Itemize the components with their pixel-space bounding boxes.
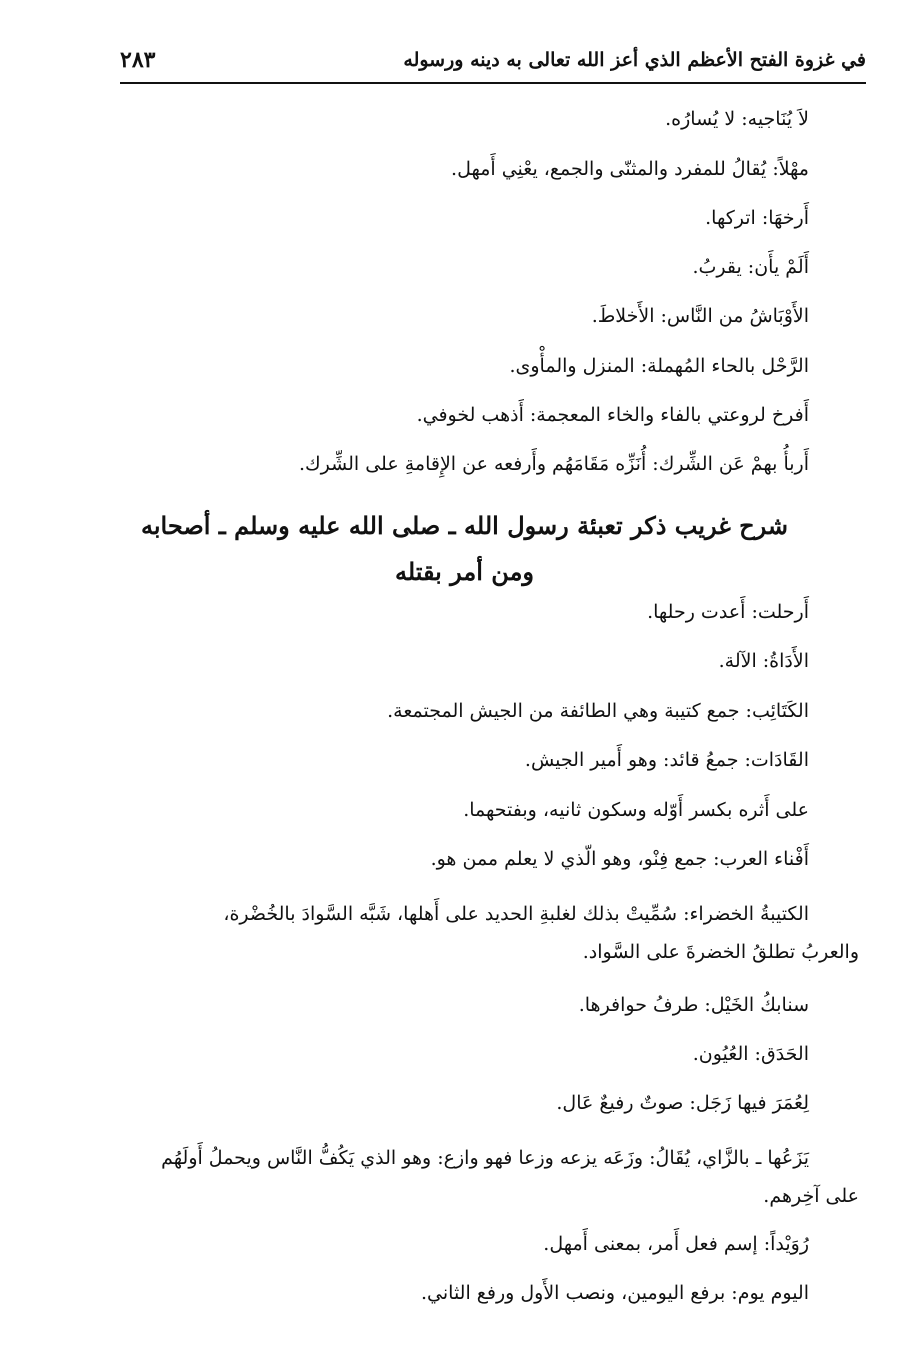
gloss-entry: لِعُمَرَ فيها زَجَل: صوتٌ رفيعٌ عَال. (556, 1092, 809, 1114)
gloss-entry-multiline (109, 1139, 859, 1215)
running-header (120, 38, 866, 84)
gloss-entry-multiline (109, 895, 859, 971)
gloss-line-continuation: على آخِرهم. (763, 1185, 859, 1207)
section-heading-line: شرح غريب ذكر تعبئة رسول الله ـ صلى الله عليه وسلم ـ أصحابه (140, 511, 788, 540)
gloss-entry: سنابكُ الخَيْل: طرفُ حوافرها. (578, 994, 809, 1016)
gloss-entry: الكَتَائِب: جمع كتيبة وهي الطائفة من الجيش المجتمعة. (387, 700, 809, 722)
gloss-entry: أَرخهَا: اتركها. (705, 207, 809, 229)
gloss-entry: الحَدَق: العُيُون. (692, 1043, 809, 1065)
gloss-entry: أَربأُ بهمْ عَن الشِّرك: أُنَزِّه مَقَامَهُم وأَرفعه عن الإِقامةِ على الشِّرك. (298, 453, 809, 475)
running-title: في غزوة الفتح الأعظم الذي أعز الله تعالى به دينه ورسوله (403, 49, 866, 71)
gloss-line: الكتيبةُ الخضراء: سُمِّيتْ بذلك لغلبةِ الحديد على أَهلها، شَبَّه السَّوادَ بالخُضْرة، (223, 903, 809, 925)
gloss-entry: رُوَيْداً: إسم فعل أَمر، بمعنى أَمهل. (543, 1233, 809, 1255)
gloss-entry: مهْلاً: يُقالُ للمفرد والمثنّى والجمع، يعْنِي أَمهل. (451, 158, 809, 180)
gloss-entry: الأَوْبَاشُ من النَّاس: الأَخلاطَ. (591, 305, 809, 327)
gloss-entry: الرَّحْل بالحاء المُهملة: المنزل والمأْوى. (509, 355, 809, 377)
page-number: ٢٨٣ (120, 47, 156, 73)
gloss-entry: أَفرخ لروعتي بالفاء والخاء المعجمة: أَذهب لخوفي. (416, 404, 809, 426)
gloss-entry: لاَ يُنَاجيه: لا يُسارُه. (665, 108, 809, 130)
section-heading (120, 503, 809, 595)
gloss-line: يَزَعُها ـ بالزَّاي، يُقَالُ: وزَعَه يزعه وزعا فهو وازع: وهو الذي يَكُفُّ النَّاس ويحملُ أَولَهُم (161, 1147, 809, 1169)
gloss-entry: القَادَات: جمعُ قائد: وهو أَمير الجيش. (524, 749, 809, 771)
section-heading-line: ومن أمر بقتله (394, 557, 535, 586)
gloss-entry: أَفْناء العرب: جمع فِنْو، وهو الّذي لا يعلم ممن هو. (430, 848, 809, 870)
gloss-entry: أَرحلت: أَعدت رحلها. (647, 601, 809, 623)
gloss-entry: على أَثره بكسر أَوّله وسكون ثانيه، وبفتحهما. (463, 799, 809, 821)
gloss-entry: أَلَمْ يأَن: يقربُ. (692, 256, 809, 278)
gloss-line-continuation: والعربُ تطلقُ الخضرةَ على السَّواد. (582, 941, 859, 963)
gloss-entry: الأَدَاةُ: الآلة. (718, 650, 809, 672)
gloss-entry: اليوم يوم: برفع اليومين، ونصب الأَول ورفع الثاني. (420, 1282, 809, 1304)
